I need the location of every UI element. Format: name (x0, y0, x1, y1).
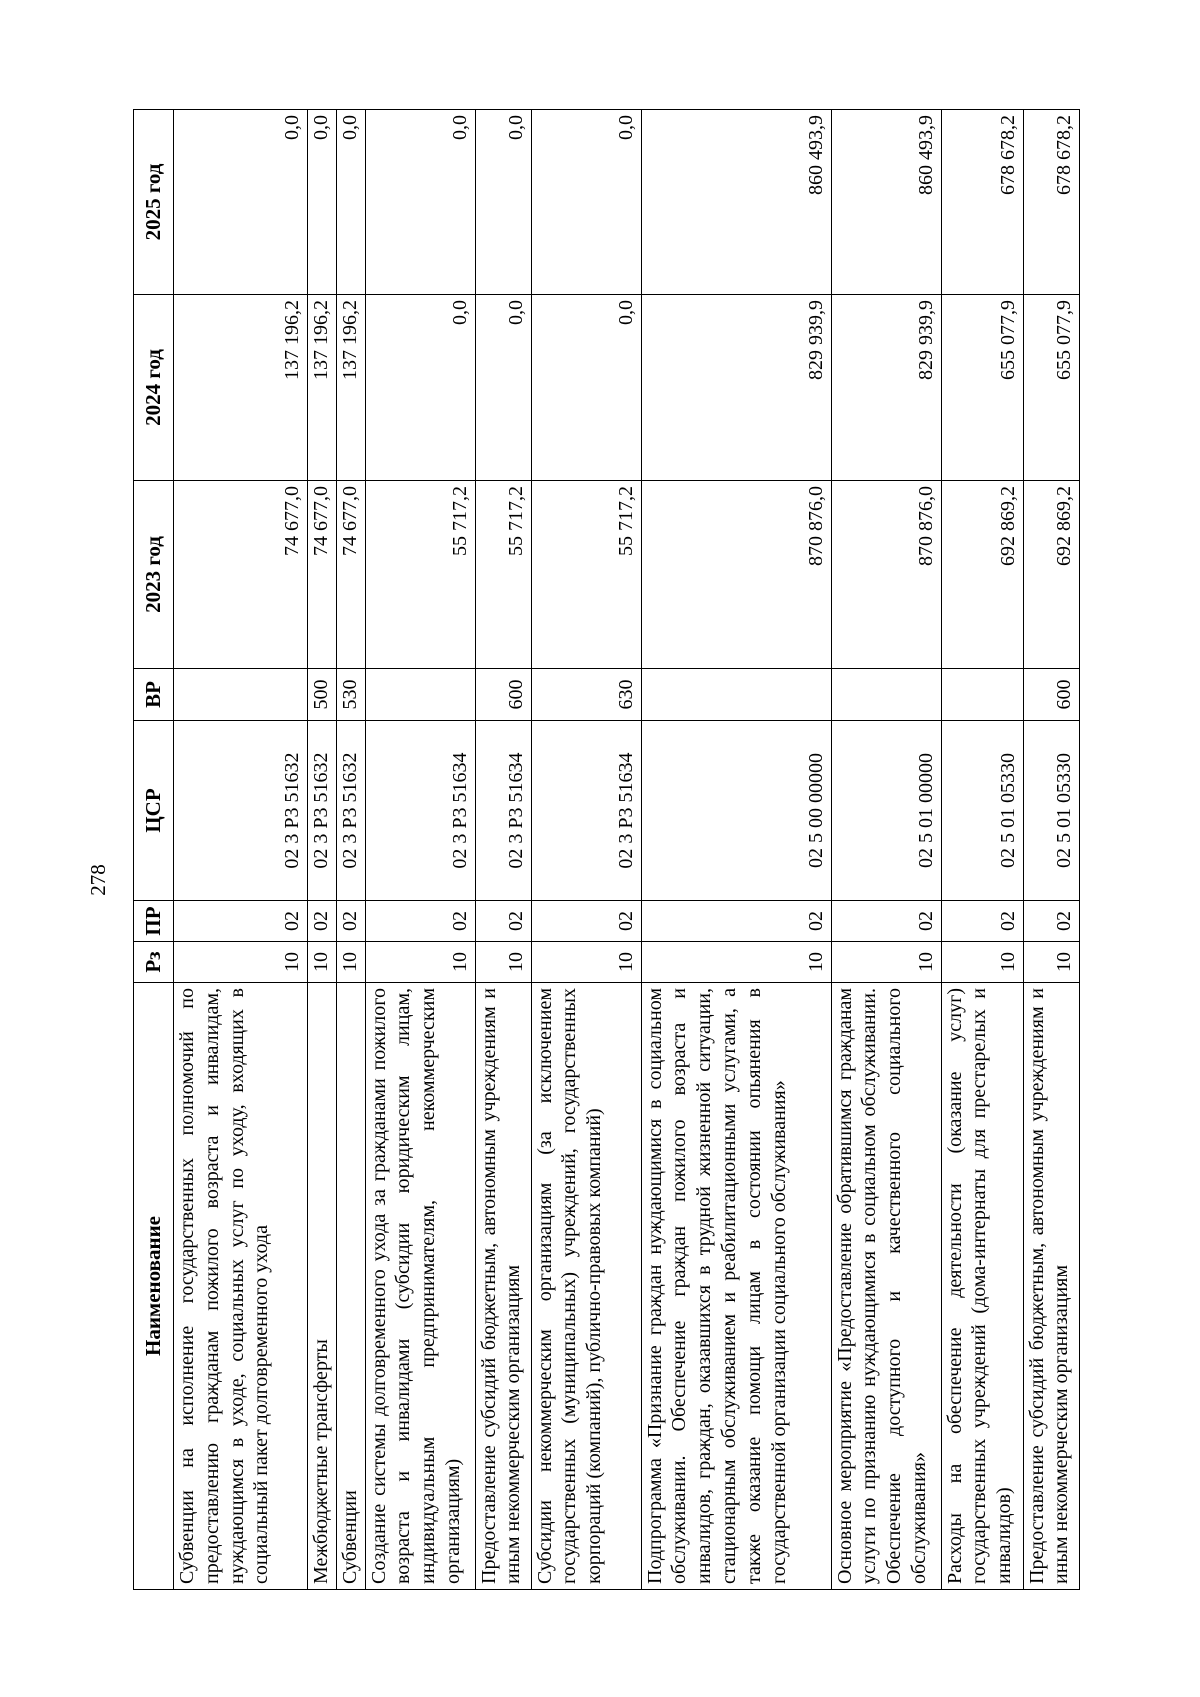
table-row (531, 110, 641, 1590)
row-csr: 02 5 00 00000 (641, 721, 831, 901)
row-2024: 655 077,9 (1023, 295, 1079, 481)
row-pr: 02 (1023, 901, 1079, 942)
row-name: Субвенции (336, 983, 365, 1590)
row-2025: 678 678,2 (941, 110, 1023, 295)
row-rz: 10 (641, 942, 831, 983)
row-rz: 10 (365, 942, 475, 983)
row-2025: 0,0 (365, 110, 475, 295)
row-csr: 02 3 Р3 51634 (475, 721, 531, 901)
row-name: Субвенции на исполнение государственных полномочий по предоставлению гражданам пожилого возраста и инвалидам, нуждающимся в уходе, социальных услуг по уходу, входящих в социальный пакет долговременного ухода (174, 983, 308, 1590)
row-2024: 0,0 (365, 295, 475, 481)
row-rz: 10 (531, 942, 641, 983)
row-pr: 02 (531, 901, 641, 942)
row-rz: 10 (308, 942, 337, 983)
page-number: 278 (85, 864, 110, 896)
header-2025: 2025 год (134, 110, 174, 295)
header-2024: 2024 год (134, 295, 174, 481)
table-row (831, 110, 941, 1590)
row-vr (174, 669, 308, 721)
row-2024: 0,0 (531, 295, 641, 481)
row-rz: 10 (475, 942, 531, 983)
row-pr: 02 (941, 901, 1023, 942)
table-row (365, 110, 475, 1590)
row-vr (831, 669, 941, 721)
table-body (174, 110, 1080, 1590)
row-pr: 02 (308, 901, 337, 942)
row-name: Создание системы долговременного ухода за гражданами пожилого возраста и инвалидами (субсидии юридическим лицам, индивидуальным предпринимателям, некоммерческим организациям) (365, 983, 475, 1590)
header-vr: ВР (134, 669, 174, 721)
row-2023: 74 677,0 (174, 481, 308, 669)
table-row (1023, 110, 1079, 1590)
table-header (134, 110, 174, 1590)
row-2024: 655 077,9 (941, 295, 1023, 481)
row-2025: 0,0 (174, 110, 308, 295)
row-pr: 02 (336, 901, 365, 942)
budget-table (133, 109, 1080, 1590)
row-csr: 02 3 Р3 51632 (308, 721, 337, 901)
row-2024: 829 939,9 (641, 295, 831, 481)
row-name: Основное мероприятие «Предоставление обратившимся гражданам услуги по признанию нуждающимися в социальном обслуживании. Обеспечение доступного и качественного социального обслуживания» (831, 983, 941, 1590)
row-2025: 678 678,2 (1023, 110, 1079, 295)
row-vr (365, 669, 475, 721)
row-vr: 530 (336, 669, 365, 721)
header-csr: ЦСР (134, 721, 174, 901)
row-2025: 0,0 (308, 110, 337, 295)
row-2023: 55 717,2 (531, 481, 641, 669)
row-name: Межбюджетные трансферты (308, 983, 337, 1590)
header-pr: ПР (134, 901, 174, 942)
table-row (475, 110, 531, 1590)
row-csr: 02 3 Р3 51634 (365, 721, 475, 901)
row-2023: 870 876,0 (831, 481, 941, 669)
row-vr (941, 669, 1023, 721)
table-row (941, 110, 1023, 1590)
row-name: Предоставление субсидий бюджетным, автономным учреждениям и иным некоммерческим организациям (475, 983, 531, 1590)
row-rz: 10 (336, 942, 365, 983)
row-pr: 02 (475, 901, 531, 942)
row-2024: 137 196,2 (336, 295, 365, 481)
row-2023: 74 677,0 (336, 481, 365, 669)
row-vr: 600 (1023, 669, 1079, 721)
row-2023: 692 869,2 (1023, 481, 1079, 669)
rotated-table-wrapper (133, 110, 1073, 1590)
row-rz: 10 (174, 942, 308, 983)
row-csr: 02 3 Р3 51634 (531, 721, 641, 901)
row-2024: 137 196,2 (308, 295, 337, 481)
row-2024: 829 939,9 (831, 295, 941, 481)
row-2023: 55 717,2 (475, 481, 531, 669)
table-row (308, 110, 337, 1590)
row-pr: 02 (174, 901, 308, 942)
row-2025: 860 493,9 (641, 110, 831, 295)
row-name: Субсидии некоммерческим организациям (за исключением государственных (муниципальных) учреждений, государственных корпораций (компаний), публично-правовых компаний) (531, 983, 641, 1590)
header-2023: 2023 год (134, 481, 174, 669)
table-row (336, 110, 365, 1590)
row-csr: 02 5 01 05330 (941, 721, 1023, 901)
row-rz: 10 (1023, 942, 1079, 983)
row-vr: 630 (531, 669, 641, 721)
row-rz: 10 (831, 942, 941, 983)
table-row (641, 110, 831, 1590)
row-2025: 0,0 (336, 110, 365, 295)
row-2024: 137 196,2 (174, 295, 308, 481)
header-name: Наименование (134, 983, 174, 1590)
row-2023: 692 869,2 (941, 481, 1023, 669)
row-2025: 860 493,9 (831, 110, 941, 295)
header-rz: Рз (134, 942, 174, 983)
row-pr: 02 (831, 901, 941, 942)
row-2025: 0,0 (475, 110, 531, 295)
row-rz: 10 (941, 942, 1023, 983)
row-vr (641, 669, 831, 721)
row-name: Расходы на обеспечение деятельности (оказание услуг) государственных учреждений (дома-интернаты для престарелых и инвалидов) (941, 983, 1023, 1590)
row-2024: 0,0 (475, 295, 531, 481)
table-row (174, 110, 308, 1590)
row-csr: 02 5 01 05330 (1023, 721, 1079, 901)
row-csr: 02 5 01 00000 (831, 721, 941, 901)
row-vr: 600 (475, 669, 531, 721)
row-name: Подпрограмма «Признание граждан нуждающимися в социальном обслуживании. Обеспечение граждан пожилого возраста и инвалидов, граждан, оказавшихся в трудной жизненной ситуации, стационарным обслуживанием и реабилитационными услугами, а также оказание помощи лицам в состоянии опьянения в государственной организации социального обслуживания» (641, 983, 831, 1590)
row-csr: 02 3 Р3 51632 (336, 721, 365, 901)
row-2023: 55 717,2 (365, 481, 475, 669)
row-pr: 02 (365, 901, 475, 942)
row-csr: 02 3 Р3 51632 (174, 721, 308, 901)
row-name: Предоставление субсидий бюджетным, автономным учреждениям и иным некоммерческим организациям (1023, 983, 1079, 1590)
row-2023: 870 876,0 (641, 481, 831, 669)
row-pr: 02 (641, 901, 831, 942)
row-2025: 0,0 (531, 110, 641, 295)
header-row (134, 110, 174, 1590)
row-2023: 74 677,0 (308, 481, 337, 669)
row-vr: 500 (308, 669, 337, 721)
